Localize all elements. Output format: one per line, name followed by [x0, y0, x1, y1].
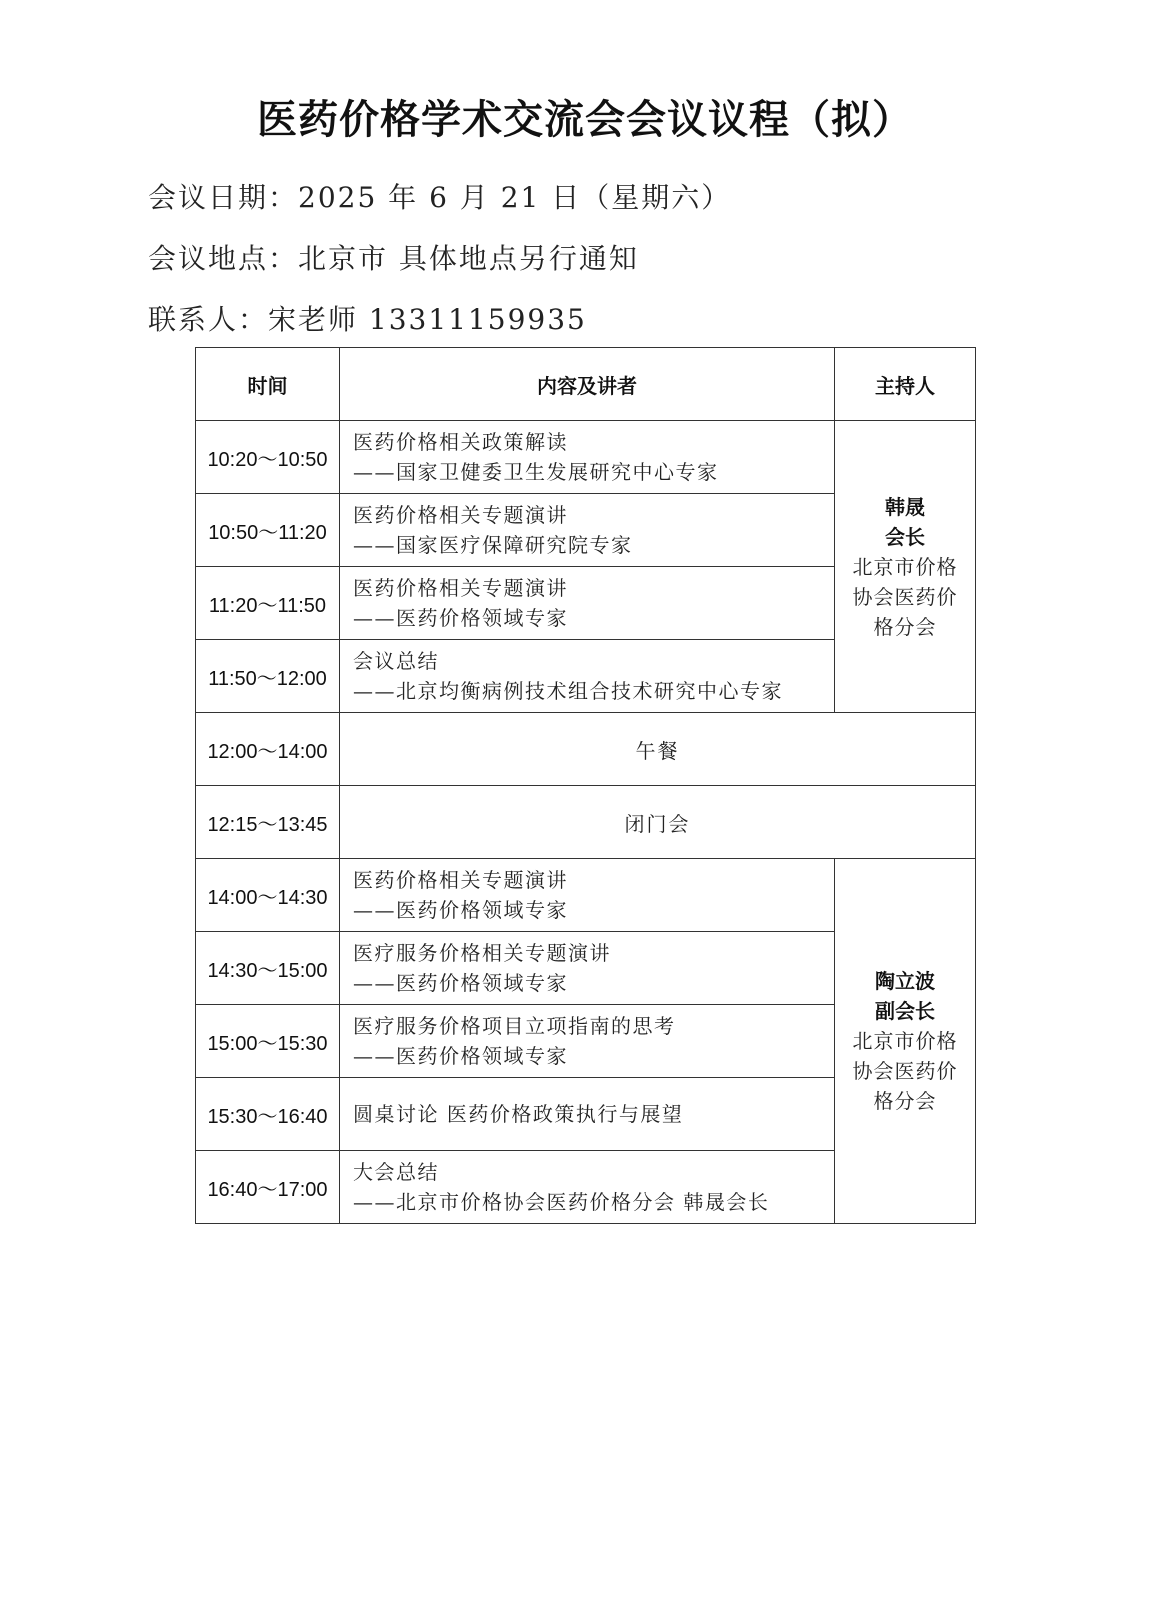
host-cell-morning — [835, 421, 976, 713]
row-topic-lunch: 午餐 — [340, 713, 976, 786]
table-row — [196, 421, 976, 494]
host-org-line: 协会医药价 — [852, 1059, 958, 1083]
row-content — [340, 421, 835, 494]
row-speaker: ——医药价格领域专家 — [353, 971, 568, 995]
row-time: 16:40～17:00 — [196, 1151, 340, 1224]
row-topic: 医药价格相关专题演讲 — [353, 503, 568, 527]
meeting-date — [148, 176, 731, 216]
row-topic: 会议总结 — [353, 649, 439, 673]
row-content — [340, 859, 835, 932]
meeting-place — [148, 237, 639, 277]
row-content — [340, 494, 835, 567]
row-topic: 医疗服务价格相关专题演讲 — [353, 941, 611, 965]
row-time: 14:00～14:30 — [196, 859, 340, 932]
row-topic: 医药价格相关政策解读 — [353, 430, 568, 454]
host-org-line: 格分会 — [873, 614, 937, 639]
host-org-line: 北京市价格 — [852, 1029, 958, 1053]
row-speaker: ——国家卫健委卫生发展研究中心专家 — [353, 460, 719, 484]
host-org-line: 协会医药价 — [852, 584, 958, 609]
meeting-contact-value: 宋老师 13311159935 — [268, 303, 587, 336]
agenda-table — [195, 347, 976, 1224]
meeting-date-label: 会议日期： — [148, 181, 299, 214]
row-topic: 医药价格相关专题演讲 — [353, 576, 568, 600]
meeting-place-value: 北京市 具体地点另行通知 — [298, 242, 639, 275]
meeting-contact-label: 联系人： — [148, 303, 269, 336]
row-content — [340, 567, 835, 640]
host-name: 韩晟 — [885, 494, 925, 519]
header-host: 主持人 — [835, 348, 976, 421]
host-title: 会长 — [885, 524, 925, 549]
row-time: 14:30～15:00 — [196, 932, 340, 1005]
row-speaker: ——医药价格领域专家 — [353, 606, 568, 630]
host-cell-afternoon — [835, 859, 976, 1224]
table-header-row — [196, 348, 976, 421]
row-time: 15:00～15:30 — [196, 1005, 340, 1078]
row-topic: 医疗服务价格项目立项指南的思考 — [353, 1014, 676, 1038]
meeting-contact — [148, 298, 587, 338]
row-time: 15:30～16:40 — [196, 1078, 340, 1151]
row-time: 10:20～10:50 — [196, 421, 340, 494]
row-content — [340, 1005, 835, 1078]
row-speaker: ——医药价格领域专家 — [353, 1044, 568, 1068]
row-time: 11:50～12:00 — [196, 640, 340, 713]
row-content — [340, 1078, 835, 1151]
row-speaker: ——北京均衡病例技术组合技术研究中心专家 — [353, 679, 783, 703]
meeting-date-value: 2025 年 6 月 21 日（星期六） — [298, 181, 732, 214]
row-topic: 大会总结 — [353, 1160, 439, 1184]
host-name: 陶立波 — [875, 969, 935, 993]
row-time: 10:50～11:20 — [196, 494, 340, 567]
row-content — [340, 1151, 835, 1224]
row-content — [340, 640, 835, 713]
row-topic-closed-meeting: 闭门会 — [340, 786, 976, 859]
meeting-place-label: 会议地点： — [148, 242, 299, 275]
row-topic: 圆桌讨论 医药价格政策执行与展望 — [353, 1102, 684, 1126]
row-time: 11:20～11:50 — [196, 567, 340, 640]
table-row — [196, 786, 976, 859]
host-title: 副会长 — [875, 999, 935, 1023]
host-org-line: 格分会 — [873, 1089, 937, 1113]
header-time: 时间 — [196, 348, 340, 421]
row-topic: 医药价格相关专题演讲 — [353, 868, 568, 892]
document-title: 医药价格学术交流会会议议程（拟） — [257, 96, 913, 143]
table-row — [196, 859, 976, 932]
row-speaker: ——国家医疗保障研究院专家 — [353, 533, 633, 557]
host-org-line: 北京市价格 — [852, 554, 958, 579]
table-row — [196, 713, 976, 786]
row-time: 12:00～14:00 — [196, 713, 340, 786]
row-time: 12:15～13:45 — [196, 786, 340, 859]
row-speaker: ——北京市价格协会医药价格分会 韩晟会长 — [353, 1190, 770, 1214]
row-content — [340, 932, 835, 1005]
header-content: 内容及讲者 — [340, 348, 835, 421]
row-speaker: ——医药价格领域专家 — [353, 898, 568, 922]
